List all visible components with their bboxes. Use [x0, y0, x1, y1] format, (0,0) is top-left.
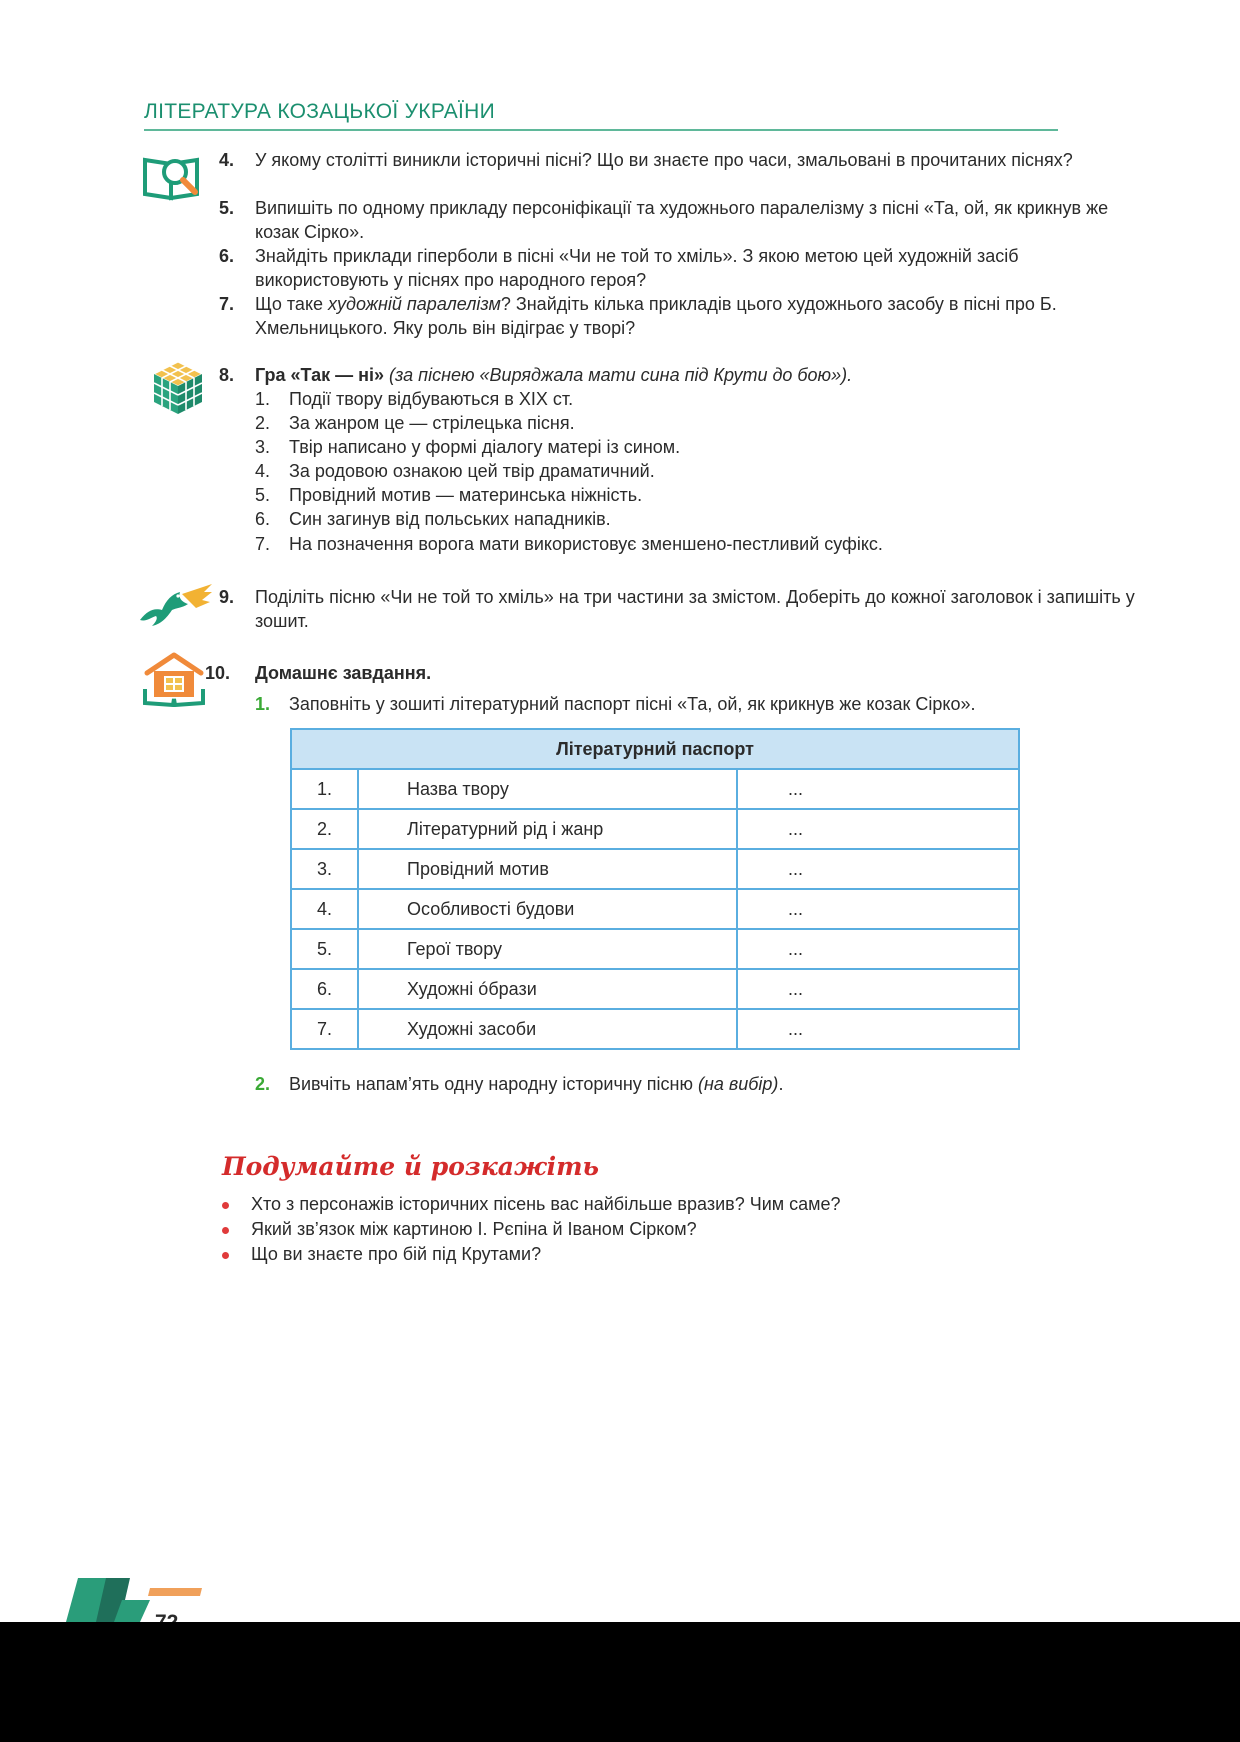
list-item: Що ви знаєте про бій під Крутами?: [222, 1242, 541, 1266]
question-8: 8. Гра «Так — ні» (за піснею «Виряджала мати сина під Крути до бою»).: [219, 365, 853, 385]
game-item: 2. За жанром це — стрілецька пісня.: [255, 413, 575, 433]
homework-task-2: 2. Вивчіть напам’ять одну народну історичну пісню (на вибір).: [255, 1074, 784, 1094]
game-item: 6. Син загинув від польських нападників.: [255, 509, 611, 529]
question-9: 9. Поділіть пісню «Чи не той то хміль» на три частини за змістом. Доберіть до кожної заголовок і запишіть у зошит.: [219, 587, 1135, 631]
table-title: Літературний паспорт: [291, 729, 1019, 769]
header-divider: [144, 129, 1058, 131]
table-row: 3. Провідний мотив ...: [291, 849, 1019, 889]
list-item: Який зв’язок між картиною І. Рєпіна й Іваном Сірком?: [222, 1217, 697, 1241]
table-row: 5. Герої твору ...: [291, 929, 1019, 969]
table-row: 7. Художні засоби ...: [291, 1009, 1019, 1049]
pegasus-icon: [138, 580, 214, 628]
literary-passport-table: [290, 728, 1020, 1050]
game-item: 7. На позначення ворога мати використовує зменшено-пестливий суфікс.: [255, 534, 883, 554]
bullet-icon: [222, 1252, 229, 1259]
list-item: Хто з персонажів історичних пісень вас найбільше вразив? Чим саме?: [222, 1192, 841, 1216]
question-5: 5. Випишіть по одному прикладу персоніфікації та художнього паралелізму з пісні «Та, ой, як крикнув же козак Сірко».: [219, 198, 1109, 242]
bullet-icon: [222, 1227, 229, 1234]
game-item: 3. Твір написано у формі діалогу матері із сином.: [255, 437, 681, 457]
table-row: 1. Назва твору ...: [291, 769, 1019, 809]
question-6: 6. Знайдіть приклади гіперболи в пісні «Чи не той то хміль». З якою метою цей художній засіб використовують у піснях про народного героя?: [219, 246, 1019, 290]
question-4: 4. У якому столітті виникли історичні пісні? Що ви знаєте про часи, змальовані в прочитаних піснях?: [219, 150, 1073, 170]
black-bottom-band: [0, 1622, 1240, 1742]
page-corner-decoration: [60, 1576, 210, 1622]
table-row: 2. Літературний рід і жанр ...: [291, 809, 1019, 849]
question-10-homework: 10. Домашнє завдання.: [205, 663, 432, 683]
table-row: 4. Особливості будови ...: [291, 889, 1019, 929]
home-book-icon: [143, 651, 205, 707]
think-section-title: Подумайте й розкажіть: [222, 1152, 600, 1181]
table-row: 6. Художні óбрази ...: [291, 969, 1019, 1009]
game-item: 5. Провідний мотив — материнська ніжність.: [255, 485, 643, 505]
game-item: 4. За родовою ознакою цей твір драматичний.: [255, 461, 655, 481]
cube-puzzle-icon: [152, 360, 204, 416]
bullet-icon: [222, 1202, 229, 1209]
page-header-title: ЛІТЕРАТУРА КОЗАЦЬКОЇ УКРАЇНИ: [144, 100, 496, 123]
homework-task-1: 1. Заповніть у зошиті літературний паспорт пісні «Та, ой, як крикнув же козак Сірко».: [255, 694, 976, 714]
game-item: 1. Події твору відбуваються в ХІХ ст.: [255, 389, 574, 409]
question-7: 7. Що таке художній паралелізм? Знайдіть кілька прикладів цього художнього засобу в пісні про Б. Хмельницького. Яку роль він відіграє у творі?: [219, 294, 1057, 338]
book-magnifier-icon: [143, 150, 209, 202]
